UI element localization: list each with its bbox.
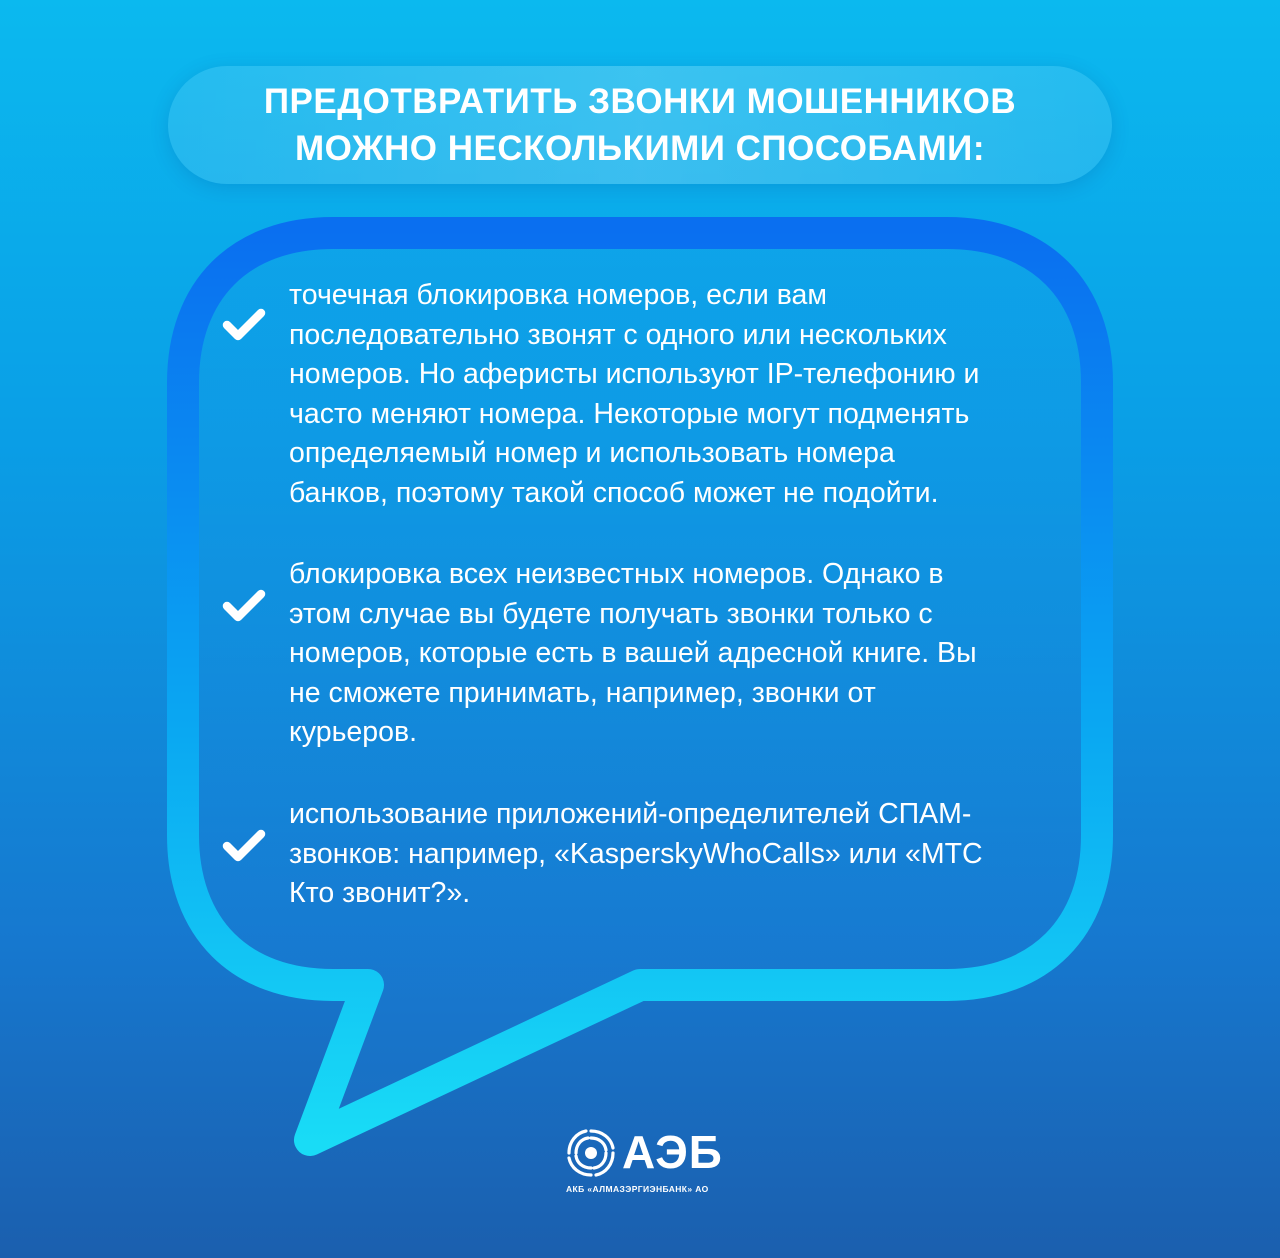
bank-logo [560,1122,730,1202]
list-item-text: точечная блокировка номеров, если вам последовательно звонят с одного или нескольких номеров. Но аферисты используют IP-телефонию и часто меняют номера. Некоторые могут подменять определяемый номер и использовать номера банков, поэтому такой способ может не подойти. [289,279,980,509]
page-title-line-1: ПРЕДОТВРАТИТЬ ЗВОНКИ МОШЕННИКОВ [263,82,1017,121]
bank-name: АЭБ [622,1126,723,1178]
checkmark-icon [218,825,272,865]
checkmark-icon [218,304,272,344]
bank-full-name: АКБ «АЛМАЗЭРГИЭНБАНК» АО [566,1184,709,1194]
list-item-text: блокировка всех неизвестных номеров. Однако в этом случае вы будете получать звонки только с номеров, которые есть в вашей адресной книге. Вы не сможете принимать, например, звонки от курьеров. [289,558,977,748]
checkmark-icon [218,585,272,625]
bank-emblem-icon [564,1126,618,1180]
list-item-text: использование приложений-определителей СПАМ- звонков: например, «KasperskyWhoCalls» или «МТС Кто звонит?». [289,798,983,909]
page-title-line-2: МОЖНО НЕСКОЛЬКИМИ СПОСОБАМИ: [294,129,985,168]
